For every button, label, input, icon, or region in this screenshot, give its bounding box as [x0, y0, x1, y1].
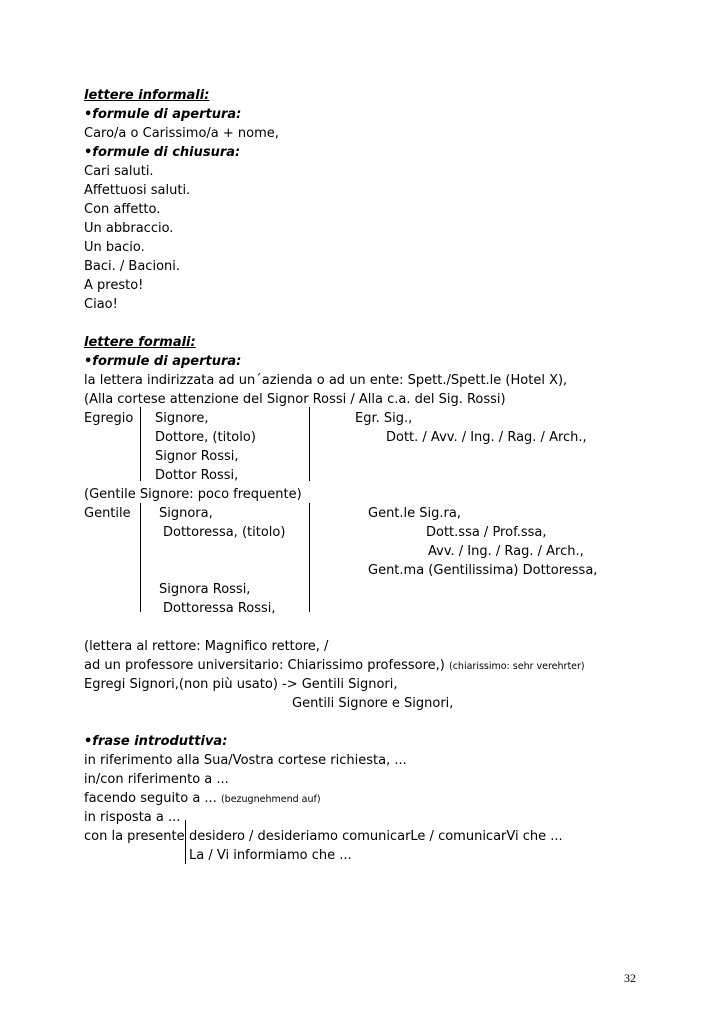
rettore-line: (lettera al rettore: Magnifico rettore, / — [84, 639, 329, 654]
gentile-abbrev: Dott.ssa / Prof.ssa, — [426, 525, 547, 540]
egregi-line: Egregi Signori,(non più usato) -> Gentili Signori, — [84, 677, 398, 692]
formal-opening-label: •formule di apertura: — [84, 354, 242, 369]
professore-text: ad un professore universitario: Chiarissimo professore,) — [84, 658, 445, 673]
gentile-note: (Gentile Signore: poco frequente) — [84, 487, 302, 502]
closing-item: Cari saluti. — [84, 164, 154, 179]
gentile-abbrev: Gent.ma (Gentilissima) Dottoressa, — [368, 563, 598, 578]
gentile-form: Signora Rossi, — [159, 582, 251, 597]
presente-label: con la presente — [84, 829, 185, 844]
closing-item: Ciao! — [84, 297, 118, 312]
risposta-line: in risposta a ... — [84, 810, 181, 825]
gentile-divider-right — [309, 503, 310, 612]
presente-option: desidero / desideriamo comunicarLe / comunicarVi che ... — [189, 829, 563, 844]
formal-line-attenzione: (Alla cortese attenzione del Signor Rossi / Alla c.a. del Sig. Rossi) — [84, 392, 506, 407]
egregio-abbrev: Dott. / Avv. / Ing. / Rag. / Arch., — [386, 430, 587, 445]
informal-closing-label: •formule di chiusura: — [84, 145, 241, 160]
closing-item: Un abbraccio. — [84, 221, 174, 236]
intro-label: •frase introduttiva: — [84, 734, 228, 749]
intro-line: in riferimento alla Sua/Vostra cortese richiesta, ... — [84, 753, 407, 768]
gentile-form: Dottoressa Rossi, — [163, 601, 276, 616]
gentile-divider-left — [140, 503, 141, 612]
gentile-abbrev: Avv. / Ing. / Rag. / Arch., — [428, 544, 584, 559]
egregio-abbrev: Egr. Sig., — [355, 411, 413, 426]
informal-heading: lettere informali: — [84, 88, 210, 103]
closing-item: Baci. / Bacioni. — [84, 259, 181, 274]
egregio-form: Dottor Rossi, — [155, 468, 239, 483]
formal-heading: lettere formali: — [84, 335, 196, 350]
informal-opening-label: •formule di apertura: — [84, 107, 242, 122]
gentili-line: Gentili Signore e Signori, — [292, 696, 454, 711]
gentile-form: Signora, — [159, 506, 213, 521]
gentile-label: Gentile — [84, 506, 131, 521]
closing-item: Un bacio. — [84, 240, 145, 255]
formal-line-azienda: la lettera indirizzata ad un´azienda o ad un ente: Spett./Spett.le (Hotel X), — [84, 373, 568, 388]
closing-item: A presto! — [84, 278, 144, 293]
page-number: 32 — [624, 971, 636, 985]
informal-opening-text: Caro/a o Carissimo/a + nome, — [84, 126, 279, 141]
facendo-text: facendo seguito a ... — [84, 791, 217, 806]
professore-note: (chiarissimo: sehr verehrter) — [449, 661, 585, 672]
facendo-note: (bezugnehmend auf) — [220, 794, 321, 805]
egregio-divider-right — [309, 407, 310, 481]
intro-line: in/con riferimento a ... — [84, 772, 229, 787]
closing-item: Con affetto. — [84, 202, 161, 217]
egregio-divider-left — [140, 407, 141, 481]
professore-line — [84, 656, 585, 676]
presente-option: La / Vi informiamo che ... — [189, 848, 352, 863]
closing-item: Affettuosi saluti. — [84, 183, 191, 198]
gentile-form: Dottoressa, (titolo) — [163, 525, 286, 540]
gentile-abbrev: Gent.le Sig.ra, — [368, 506, 461, 521]
egregio-label: Egregio — [84, 411, 134, 426]
egregio-form: Signor Rossi, — [155, 449, 239, 464]
egregio-form: Signore, — [155, 411, 209, 426]
presente-divider — [185, 820, 186, 864]
egregio-form: Dottore, (titolo) — [155, 430, 256, 445]
intro-line — [84, 789, 321, 809]
